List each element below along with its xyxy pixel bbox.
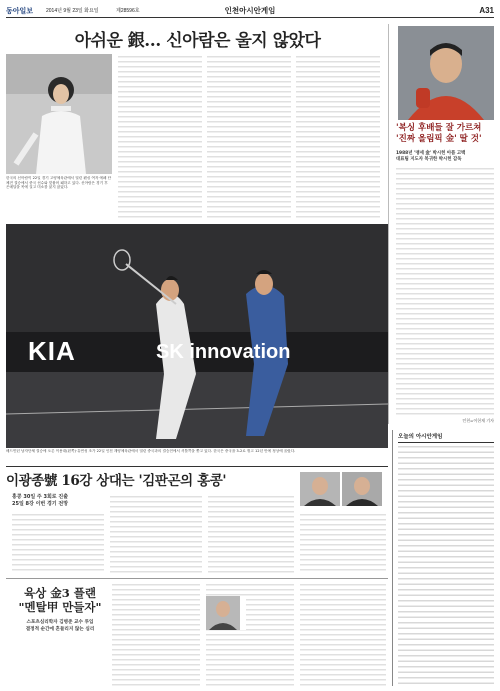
section-title: 인천아시안게임 [224,6,276,15]
story4-body-col3 [300,582,386,686]
results-list [398,444,494,686]
headshot-1 [300,472,340,506]
story2-photo-caption: 배드민턴 남자단체 결승에 오른 이용대(왼쪽)·유연성 조가 22일 인천 계양체육관에서 열린 중국과의 결승전에서 셔틀콕을 쫓고 있다. 한국은 중국을 3-2로 꺾고 12년 만에 정상에 올랐다. [6,449,296,453]
story3-subhead-line1: 홍콩 30일 주 3회로 진출 [12,494,69,500]
story1-photo-caption: 한국의 신아람이 22일 경기 고양체육관에서 열린 펜싱 여자 에페 단체전 결승에서 중국 선수와 맞붙어 패하고 있다. 신아람은 경기 후 은메달을 목에 걸고 미소를 잃지 않았다. [6,176,112,190]
story1-headline: 아쉬운 銀… 신아람은 울지 않았다 [74,31,321,51]
story3-subhead [12,494,112,508]
story4-headline-line1: 육상 金3 플랜 [24,586,96,600]
sidebar-headline-line1: '복싱 후배들 잘 가르쳐 [396,123,482,133]
story1-body-col3 [296,54,380,220]
issue-date: 2014년 9월 23일 화요일 [46,8,99,14]
sidebar-subhead [396,151,496,163]
story3-body-col4 [300,512,386,574]
badminton-photo [6,224,388,448]
story4-headline [10,586,110,614]
story4-subhead-line1: 스포츠심리학자 김병준 교수 투입 [26,620,94,625]
ad-logo-sk: SK innovation [156,341,291,363]
story4-body-col1 [112,582,200,686]
story1-body-col2 [207,54,291,220]
page-number: A31 [479,6,494,15]
sidebar-subhead-line2: 대표팀 지도자 복귀한 박시헌 감독 [396,157,462,162]
story1-body-col1 [118,54,202,220]
issue-number: 제28596호 [116,8,140,14]
story4-subhead-line2: 결정적 순간에 흔들리지 않는 심리 [25,626,95,632]
story4-photo [206,596,240,630]
coach-photo [398,26,494,120]
ad-logo-kia: KIA [28,336,76,366]
headshot-2-illustration [342,472,382,506]
sidebar-headline-line2: '진짜 올림픽 金' 딸 것' [396,134,482,144]
story3-body-col2 [110,494,202,574]
story4-subhead [10,620,110,633]
story4-photo-illustration [206,596,240,630]
story4-headline-line2: "멘탈甲 만들자" [18,600,102,614]
story3-body-col1 [12,512,104,572]
story3-body-col3 [208,494,294,574]
sidebar-divider [388,24,389,424]
fencer-photo [6,54,112,174]
fencer-illustration [6,54,112,174]
sidebar-body [396,166,494,416]
headshot-2 [342,472,382,506]
story-divider [6,466,388,467]
results-title: 오늘의 아시안게임 [398,432,494,443]
story-divider-2 [6,578,388,579]
sidebar-subhead-line1: 1988년 '맹세 金' 박시헌 아픔 고백 [396,151,466,156]
masthead [6,4,494,18]
story3-subhead-line2: 25일 8강 이번 경기 전망 [12,501,69,507]
results-divider [392,430,393,686]
coach-illustration [398,26,494,120]
sidebar-headline [396,123,496,145]
sidebar-byline: 인천=이헌재 기자 [462,418,494,423]
story3-headline: 이광종號 16강 상대는 '김판곤의 홍콩' [6,473,227,489]
newspaper-logo: 동아일보 [6,7,34,15]
headshot-1-illustration [300,472,340,506]
